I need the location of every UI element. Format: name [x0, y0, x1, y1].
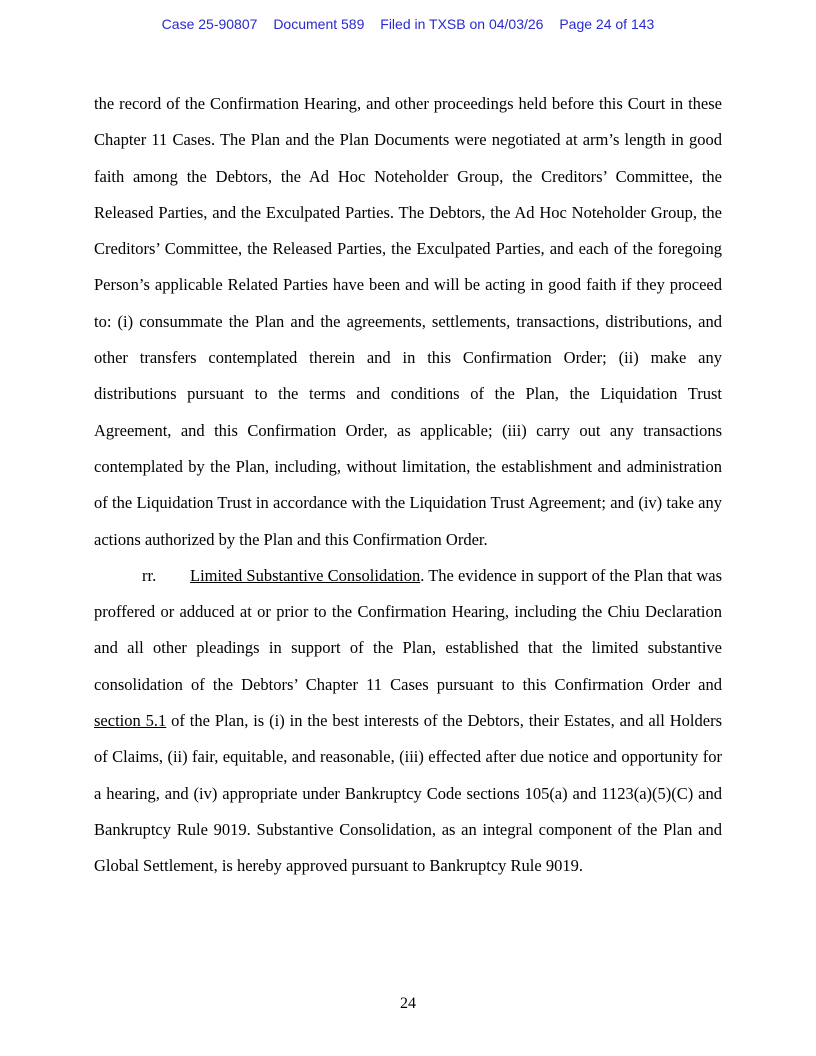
header-case-number: Case 25-90807 — [161, 16, 258, 32]
paragraph-rr — [94, 558, 722, 885]
case-header — [0, 16, 816, 32]
header-page-info: Page 24 of 143 — [559, 16, 655, 32]
paragraph-continuation: the record of the Confirmation Hearing, and other proceedings held before this Court in these Chapter 11 Cases. The Plan and the Plan Documents were negotiated at arm’s length in good faith among the Debtors, the Ad Hoc Noteholder Group, the Creditors’ Committee, the Released Parties, and the Exculpated Parties. The Debtors, the Ad Hoc Noteholder Group, the Creditors’ Committee, the Released Parties, the Exculpated Parties, and each of the foregoing Person’s applicable Related Parties have been and will be acting in good faith if they proceed to: (i) consummate the Plan and the agreements, settlements, transactions, distributions, and other transfers contemplated therein and in this Confirmation Order; (ii) make any distributions pursuant to the terms and conditions of the Plan, the Liquidation Trust Agreement, and this Confirmation Order, as applicable; (iii) carry out any transactions contemplated by the Plan, including, without limitation, the establishment and administration of the Liquidation Trust in accordance with the Liquidation Trust Agreement; and (iv) take any actions authorized by the Plan and this Confirmation Order. — [94, 94, 722, 549]
header-filed-info: Filed in TXSB on 04/03/26 — [380, 16, 544, 32]
paragraph-rr-label: rr. — [142, 565, 157, 585]
page-number: 24 — [400, 995, 416, 1012]
header-document-number: Document 589 — [273, 16, 365, 32]
page-footer — [0, 995, 816, 1013]
paragraph-rr-text: Limited Substantive Consolidation. The evidence in support of the Plan that was proffered or adduced at or prior to the Confirmation Hearing, including the Chiu Declaration and all other pleadings in support of the Plan, established that the limited substantive consolidation of the Debtors’ Chapter 11 Cases pursuant to this Confirmation Order and section 5.1 of the Plan, is (i) in the best interests of the Debtors, their Estates, and all Holders of Claims, (ii) fair, equitable, and reasonable, (iii) effected after due notice and opportunity for a hearing, and (iv) appropriate under Bankruptcy Code sections 105(a) and 1123(a)(5)(C) and Bankruptcy Rule 9019. Substantive Consolidation, as an integral component of the Plan and Global Settlement, is hereby approved pursuant to Bankruptcy Rule 9019. — [94, 565, 722, 876]
document-body — [94, 86, 722, 885]
